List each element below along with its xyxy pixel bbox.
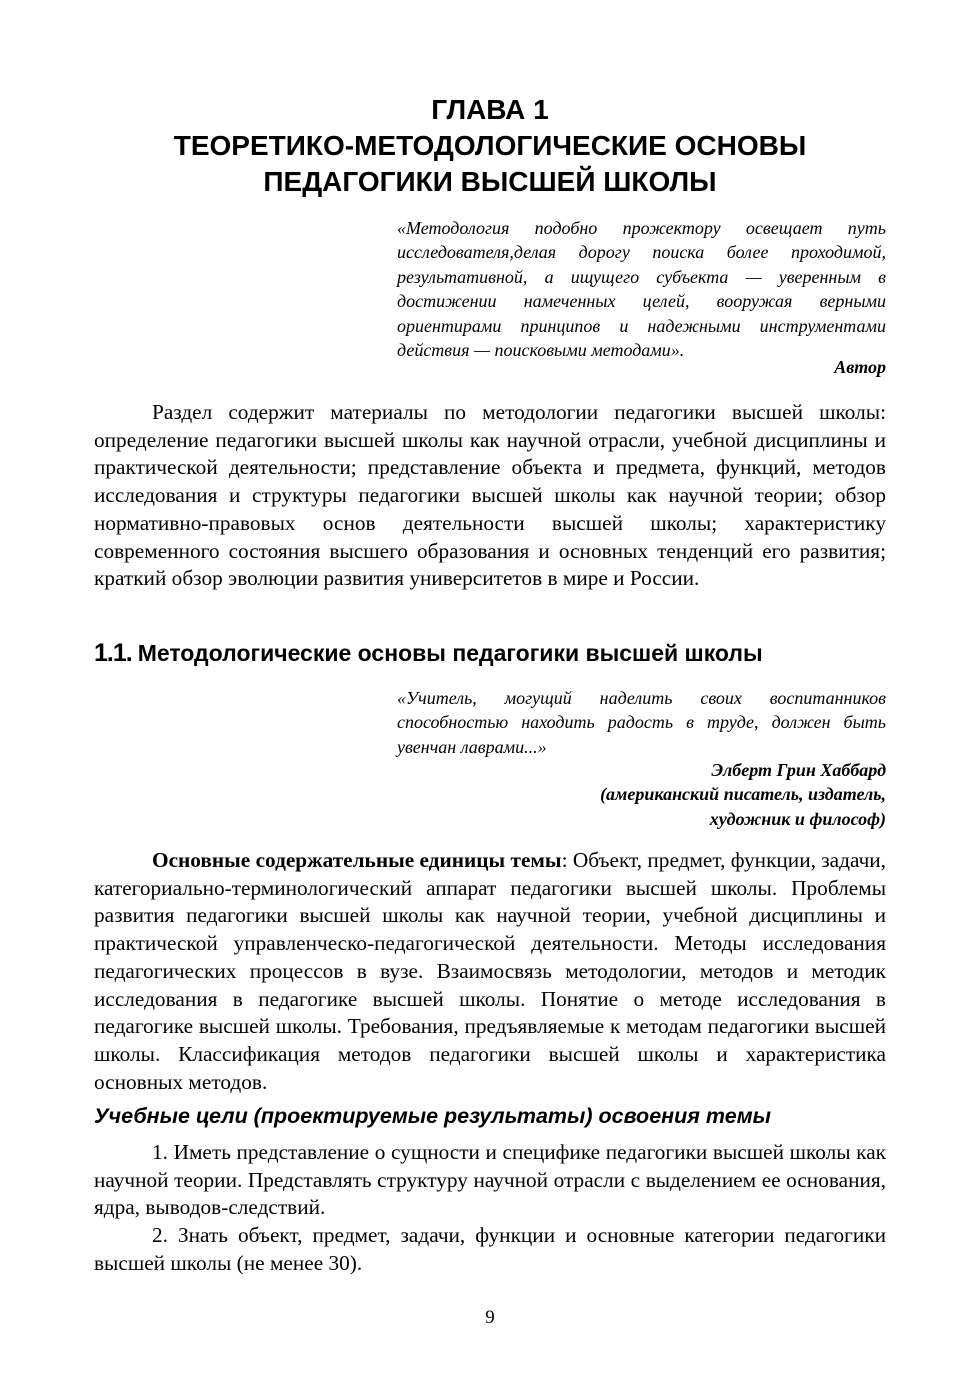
chapter-epigraph <box>397 216 886 362</box>
intro-paragraph <box>94 399 886 593</box>
section-number: 1.1. <box>94 639 132 667</box>
section-title: Методологические основы педагогики высшей школы <box>137 640 763 666</box>
intro-text: Раздел содержит материалы по методологии педагогики высшей школы: определение педагогики высшей школы как научной отрасли, учебной дисциплины и практической деятельности; представление объекта и предмета, функций, методов исследования и структуры педагогики высшей школы как научной теории; обзор нормативно-правовых основ деятельности высшей школы; характеристику современного состояния высшего образования и основных тенденций его развития; краткий обзор эволюции развития университетов в мире и России. <box>94 400 886 591</box>
content-units-body: : Объект, предмет, функции, задачи, категориально-терминологический аппарат педагогики высшей школы. Проблемы развития педагогики высшей школы как научной теории, учебной дисциплины и практической управленческо-педагогической деятельности. Методы исследования педагогических процессов в вузе. Взаимосвязь методологии, методов и методик исследования в педагогике высшей школы. Понятие о методе исследования в педагогике высшей школы. Требования, предъявляемые к методам педагогики высшей школы. Классификация методов педагогики высшей школы и характеристика основных методов. <box>94 848 886 1094</box>
epigraph-text: «Методология подобно прожектору освещает путь исследователя,делая дорогу поиска более проходимой, результативной, а ищущего субъекта — уверенным в достижении намеченных целей, вооружая верными ориентирами принципов и надежными инструментами действия — поисковыми методами». <box>397 218 886 361</box>
content-units-paragraph <box>94 847 886 1096</box>
chapter-epigraph-attribution <box>834 355 886 379</box>
content-units-label: Основные содержательные единицы темы <box>152 848 562 872</box>
chapter-number: ГЛАВА 1 <box>431 94 549 125</box>
goals-list <box>94 1139 886 1278</box>
goal-item: 2. Знать объект, предмет, задачи, функции и основные категории педагогики высшей школы (не менее 30). <box>94 1223 886 1275</box>
page-number: 9 <box>485 1307 495 1328</box>
section-heading <box>94 638 894 668</box>
epigraph-author: Автор <box>834 357 886 377</box>
goals-heading: Учебные цели (проектируемые результаты) освоения темы <box>94 1104 771 1128</box>
attribution-role-2: художник и философ) <box>709 808 886 829</box>
chapter-title-line-1: ТЕОРЕТИКО-МЕТОДОЛОГИЧЕСКИЕ ОСНОВЫ <box>173 130 807 161</box>
goal-item: 1. Иметь представление о сущности и специфике педагогики высшей школы как научной теории. Представлять структуру научной отрасли с выделением ее основания, ядра, выводов-следствий. <box>94 1140 886 1220</box>
content-units-text <box>94 847 886 1096</box>
section-epigraph-text: «Учитель, могущий наделить своих воспитанников способностью находить радость в труде, должен быть увенчан лаврами...» <box>397 688 886 757</box>
section-epigraph-attribution <box>600 758 886 831</box>
section-epigraph <box>397 686 886 759</box>
chapter-title-line-2: ПЕДАГОГИКИ ВЫСШЕЙ ШКОЛЫ <box>263 166 717 197</box>
attribution-role-1: (американский писатель, издатель, <box>600 784 886 805</box>
chapter-title <box>94 92 886 200</box>
attribution-name: Элберт Грин Хаббард <box>711 760 886 780</box>
